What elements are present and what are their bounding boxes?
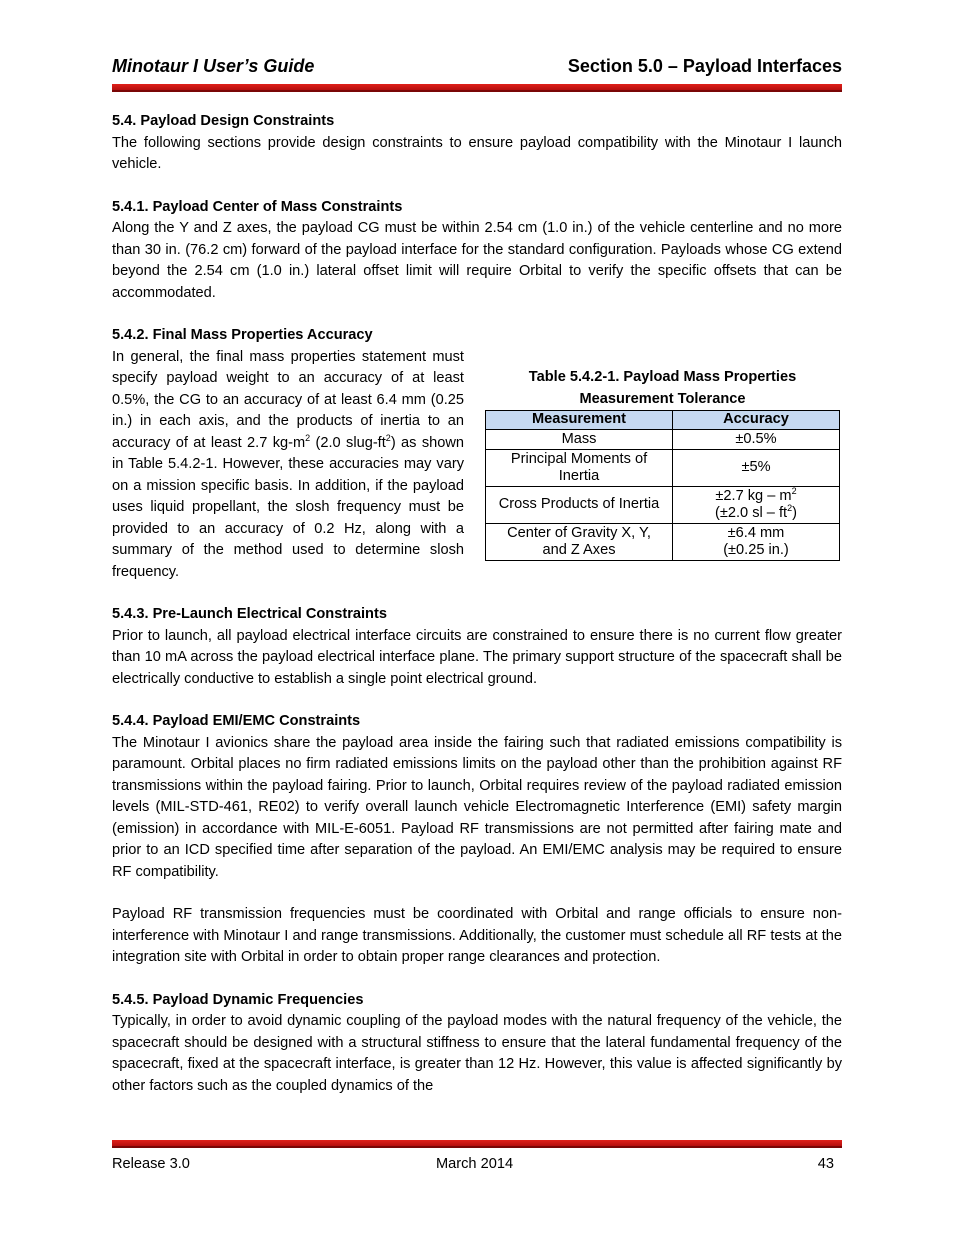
table-row	[486, 523, 840, 560]
paragraph: Prior to launch, all payload electrical interface circuits are constrained to ensure there is no current flow greater than 10 mA across the payload electrical interface plane. The primary support structure of the spacecraft shall be electrically conductive to establish a single point electrical ground.	[112, 627, 842, 687]
table-row	[486, 449, 840, 486]
date-label: March 2014	[436, 1156, 514, 1172]
page-body	[112, 111, 842, 1118]
table-row	[486, 486, 840, 523]
paragraph: Payload RF transmission frequencies must be coordinated with Orbital and range officials to ensure non-interference with Minotaur I and range transmissions. Additionally, the customer must schedule all RF tests at the integration site with Orbital in order to obtain proper range clearances and protection.	[112, 906, 842, 965]
column-header: Measurement	[486, 410, 673, 429]
table-cell: ±6.4 mm (±0.25 in.)	[673, 523, 840, 560]
column-header: Accuracy	[673, 410, 840, 429]
page-number: 43	[817, 1156, 834, 1172]
section-5-4-2	[112, 325, 842, 583]
table-cell: ±5%	[673, 449, 840, 486]
page-footer	[112, 1156, 842, 1176]
section-heading: 5.4.3. Pre-Launch Electrical Constraints	[112, 606, 387, 622]
section-5-4-1	[112, 197, 842, 305]
paragraph: In general, the final mass properties statement must specify payload weight to an accuracy of at least 0.5%, the CG to an accuracy of at least 6.4 mm (0.25 in.) in each axis, and the products of inertia to an accuracy of at least 2.7 $kg-m^2$ (2.0 slug-$ft^2$) as shown in Table 5.4.2-1. However, these accuracies may vary on a mission specific basis. In addition, if the payload uses liquid propellant, the slosh frequency must be provided to an accuracy of 0.2 Hz, along with a summary of the method used to determine slosh frequency.	[112, 348, 465, 580]
table-cell: Center of Gravity X, Y, and Z Axes	[486, 523, 673, 560]
section-title: Section 5.0 – Payload Interfaces	[567, 56, 842, 76]
document-title: Minotaur I User’s Guide	[112, 56, 315, 76]
paragraph: The Minotaur I avionics share the payload area inside the fairing such that radiated emissions compatibility is paramount. Orbital places no firm radiated emissions limits on the payload other than the prohibition against RF transmissions within the payload fairing. Prior to launch, Orbital requires review of the payload radiated emission levels (MIL-STD-461, RE02) to verify overall launch vehicle Electromagnetic Interference (EMI) safety margin (emission) in accordance with MIL-E-6051. Payload RF transmissions are not permitted after fairing mate and prior to an ICD specified time after separation of the payload. An EMI/EMC analysis may be required to ensure RF compatibility.	[112, 734, 842, 880]
paragraph: Along the Y and Z axes, the payload CG must be within 2.54 cm (1.0 in.) of the vehicle centerline and no more than 30 in. (76.2 cm) forward of the payload interface for the standard configuration. Payloads whose CG extend beyond the 2.54 cm (1.0 in.) lateral offset limit will require Orbital to verify the specific offsets that can be accommodated.	[112, 220, 842, 301]
section-heading: 5.4.2. Final Mass Properties Accuracy	[112, 327, 373, 343]
section-5-4-2-body	[112, 347, 842, 584]
release-label: Release 3.0	[112, 1156, 190, 1172]
table-cell: Mass	[486, 429, 673, 449]
table-row	[486, 429, 840, 449]
table-cell: ±2.7 kg – $m^2$ (±2.0 sl – $ft^2$)	[673, 486, 840, 523]
footer-rule	[112, 1140, 842, 1148]
paragraph: Typically, in order to avoid dynamic coupling of the payload modes with the natural frequency of the vehicle, the spacecraft should be designed with a structural stiffness to ensure that the lateral fundamental frequency of the spacecraft, fixed at the spacecraft interface, is greater than 12 Hz. However, this value is affected significantly by other factors such as the coupled dynamics of the	[112, 1013, 842, 1094]
section-5-4-3	[112, 604, 842, 690]
page-header	[112, 56, 842, 80]
table-cell: Cross Products of Inertia	[486, 486, 673, 523]
section-5-4-4	[112, 711, 842, 969]
section-heading: 5.4.4. Payload EMI/EMC Constraints	[112, 713, 361, 729]
section-5-4-5	[112, 990, 842, 1098]
table-cell: ±0.5%	[673, 429, 840, 449]
table-caption: Table 5.4.2-1. Payload Mass Properties Measurement Tolerance	[528, 368, 797, 407]
paragraph: The following sections provide design constraints to ensure payload compatibility with the Minotaur I launch vehicle.	[112, 134, 842, 172]
section-heading: 5.4.1. Payload Center of Mass Constraints	[112, 198, 403, 215]
table-header-row	[486, 410, 840, 429]
section-heading: 5.4.5. Payload Dynamic Frequencies	[112, 991, 364, 1008]
mass-properties-table-block	[485, 347, 840, 561]
header-rule	[112, 84, 842, 92]
section-heading: 5.4. Payload Design Constraints	[112, 113, 335, 129]
section-5-4	[112, 111, 842, 176]
mass-properties-table	[485, 410, 840, 561]
table-cell: Principal Moments of Inertia	[486, 449, 673, 486]
